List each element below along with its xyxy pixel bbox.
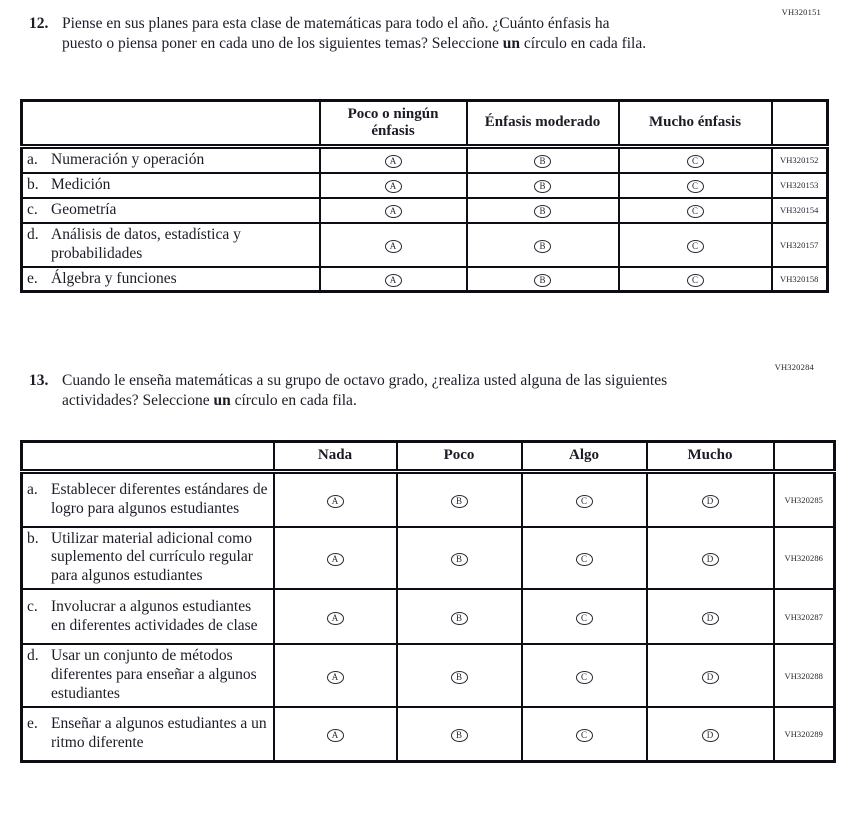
option-circle-b[interactable]: B (451, 671, 468, 684)
option-circle-a[interactable]: A (385, 240, 402, 253)
table1-header-poco-o-ningun: Poco o ningún énfasis (320, 101, 467, 147)
option-circle-c[interactable]: C (576, 671, 593, 684)
option-circle-a[interactable]: A (327, 612, 344, 625)
option-cell (397, 644, 522, 707)
table2-header-mucho: Mucho (647, 442, 774, 472)
option-circle-c[interactable]: C (576, 612, 593, 625)
option-cell (274, 644, 397, 707)
option-cell (274, 472, 397, 527)
table2-header-poco: Poco (397, 442, 522, 472)
item-letter: e. (27, 715, 38, 733)
option-circle-b[interactable]: B (451, 729, 468, 742)
option-circle-b[interactable]: B (451, 495, 468, 508)
table2-header-algo: Algo (522, 442, 647, 472)
option-cell (467, 223, 619, 267)
table-row (22, 198, 828, 223)
option-cell (522, 589, 647, 644)
table2-header-row (22, 442, 835, 472)
question-13 (29, 371, 687, 411)
item-cell (22, 472, 274, 527)
option-cell (397, 527, 522, 590)
item-label: Álgebra y funciones (51, 269, 177, 287)
question-13-number: 13. (29, 372, 49, 389)
table1-header-enfasis-moderado: Énfasis moderado (467, 101, 619, 147)
item-label: Geometría (51, 200, 117, 218)
question-12-text-after: círculo en cada fila. (520, 35, 647, 53)
item-cell (22, 644, 274, 707)
option-circle-c[interactable]: C (576, 495, 593, 508)
option-cell (467, 173, 619, 198)
row-code: VH320286 (774, 527, 835, 590)
option-circle-c[interactable]: C (687, 180, 704, 193)
item-label: Medición (51, 175, 111, 193)
option-circle-b[interactable]: B (451, 553, 468, 566)
option-circle-a[interactable]: A (327, 729, 344, 742)
option-circle-b[interactable]: B (534, 155, 551, 168)
option-cell (397, 472, 522, 527)
question-12-code: VH320151 (781, 7, 821, 17)
row-code: VH320289 (774, 707, 835, 762)
table-row (22, 267, 828, 292)
option-cell (647, 472, 774, 527)
option-cell (647, 527, 774, 590)
item-label: Análisis de datos, estadística y probabilidades (51, 225, 241, 262)
option-cell (467, 267, 619, 292)
option-circle-b[interactable]: B (534, 274, 551, 287)
option-cell (320, 198, 467, 223)
question-12-text (62, 14, 647, 54)
question-12 (29, 14, 647, 54)
question-13-bold-word: un (213, 392, 231, 410)
option-circle-a[interactable]: A (385, 274, 402, 287)
option-circle-b[interactable]: B (451, 612, 468, 625)
item-cell (22, 173, 320, 198)
option-circle-a[interactable]: A (327, 553, 344, 566)
table1-header-mucho-enfasis: Mucho énfasis (619, 101, 772, 147)
question-13-text-before: Cuando le enseña matemáticas a su grupo de octavo grado, ¿realiza usted alguna de las siguientes actividades? Seleccione (62, 372, 668, 410)
table-row (22, 147, 828, 173)
option-cell (647, 644, 774, 707)
option-cell (522, 707, 647, 762)
item-letter: d. (27, 225, 39, 243)
option-cell (274, 527, 397, 590)
option-circle-c[interactable]: C (687, 205, 704, 218)
item-letter: e. (27, 269, 38, 287)
table1-header-row (22, 101, 828, 147)
question-12-number: 12. (29, 15, 49, 32)
option-cell (647, 589, 774, 644)
row-code: VH320152 (772, 147, 828, 173)
item-label: Involucrar a algunos estudiantes en diferentes actividades de clase (51, 597, 258, 634)
option-cell (274, 707, 397, 762)
question-13-code: VH320284 (774, 362, 814, 372)
option-circle-a[interactable]: A (327, 495, 344, 508)
question-13-text-after: círculo en cada fila. (230, 392, 357, 410)
table2-header-nada: Nada (274, 442, 397, 472)
question-12-text-before: Piense en sus planes para esta clase de matemáticas para todo el año. ¿Cuánto énfasis ha puesto o piensa poner en cada uno de los siguientes temas? Seleccione (62, 15, 610, 53)
option-circle-a[interactable]: A (327, 671, 344, 684)
option-circle-d[interactable]: D (702, 495, 719, 508)
item-cell (22, 147, 320, 173)
table-row (22, 527, 835, 590)
row-code: VH320288 (774, 644, 835, 707)
option-cell (619, 223, 772, 267)
question-13-text (62, 371, 687, 411)
option-circle-d[interactable]: D (702, 671, 719, 684)
table-row (22, 589, 835, 644)
item-label: Numeración y operación (51, 151, 205, 168)
option-cell (647, 707, 774, 762)
option-cell (619, 173, 772, 198)
item-label: Establecer diferentes estándares de logro para algunos estudiantes (51, 480, 268, 517)
table-row (22, 223, 828, 267)
table1-corner-cell (22, 101, 320, 147)
table2-header-code-cell (774, 442, 835, 472)
option-cell (274, 589, 397, 644)
row-code: VH320158 (772, 267, 828, 292)
option-cell (320, 147, 467, 173)
item-cell (22, 198, 320, 223)
item-letter: a. (27, 480, 38, 498)
option-cell (397, 589, 522, 644)
option-cell (467, 198, 619, 223)
option-cell (320, 223, 467, 267)
table2-corner-cell (22, 442, 274, 472)
option-circle-c[interactable]: C (687, 155, 704, 168)
option-circle-d[interactable]: D (702, 553, 719, 566)
item-cell (22, 527, 274, 590)
question-12-table (20, 99, 829, 293)
table-row (22, 707, 835, 762)
option-circle-c[interactable]: C (576, 729, 593, 742)
option-circle-b[interactable]: B (534, 205, 551, 218)
item-label: Enseñar a algunos estudiantes a un ritmo diferente (51, 715, 267, 752)
option-cell (522, 527, 647, 590)
item-cell (22, 223, 320, 267)
option-circle-c[interactable]: C (687, 240, 704, 253)
item-letter: a. (27, 151, 38, 168)
item-letter: b. (27, 529, 39, 547)
option-circle-b[interactable]: B (534, 180, 551, 193)
option-cell (522, 644, 647, 707)
row-code: VH320287 (774, 589, 835, 644)
option-cell (467, 147, 619, 173)
item-letter: b. (27, 175, 39, 193)
option-circle-c[interactable]: C (576, 553, 593, 566)
question-13-table (20, 440, 836, 763)
option-cell (320, 173, 467, 198)
option-circle-a[interactable]: A (385, 180, 402, 193)
row-code: VH320153 (772, 173, 828, 198)
table-row (22, 644, 835, 707)
option-circle-b[interactable]: B (534, 240, 551, 253)
item-label: Usar un conjunto de métodos diferentes para enseñar a algunos estudiantes (51, 647, 257, 703)
item-cell (22, 707, 274, 762)
option-circle-a[interactable]: A (385, 205, 402, 218)
option-cell (320, 267, 467, 292)
row-code: VH320157 (772, 223, 828, 267)
option-cell (522, 472, 647, 527)
option-circle-a[interactable]: A (385, 155, 402, 168)
table1-header-code-cell (772, 101, 828, 147)
item-letter: d. (27, 647, 39, 665)
question-12-bold-word: un (502, 35, 521, 53)
row-code: VH320285 (774, 472, 835, 527)
item-cell (22, 267, 320, 292)
option-cell (619, 147, 772, 173)
option-cell (397, 707, 522, 762)
item-cell (22, 589, 274, 644)
table-row (22, 472, 835, 527)
option-circle-d[interactable]: D (702, 729, 719, 742)
table-row (22, 173, 828, 198)
option-cell (619, 198, 772, 223)
option-circle-d[interactable]: D (702, 612, 719, 625)
item-letter: c. (27, 597, 38, 615)
item-label: Utilizar material adicional como suplemento del currículo regular para algunos estudiantes (51, 529, 253, 585)
row-code: VH320154 (772, 198, 828, 223)
option-cell (619, 267, 772, 292)
item-letter: c. (27, 200, 38, 218)
option-circle-c[interactable]: C (687, 274, 704, 287)
